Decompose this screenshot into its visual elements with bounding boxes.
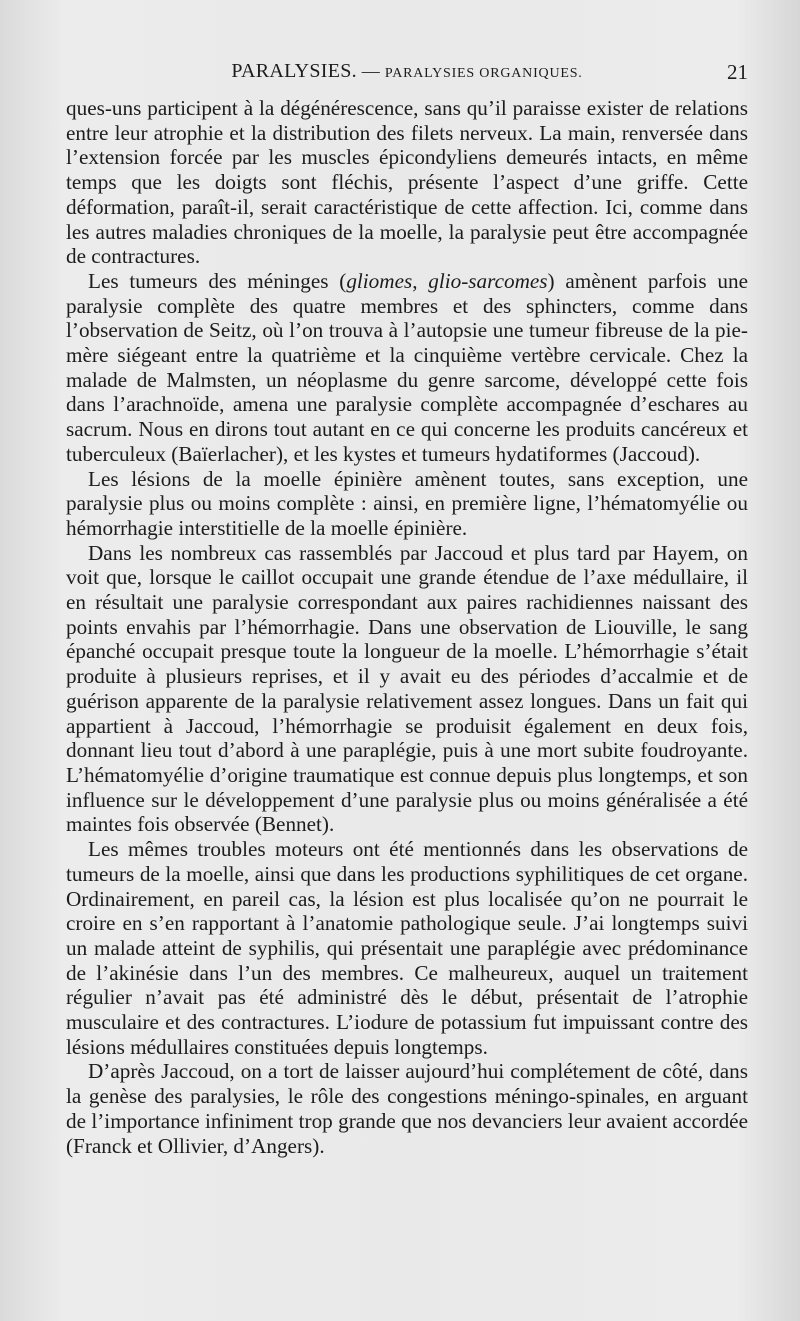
paragraph-text: D’après Jaccoud, on a tort de laisser aujourd’hui complétement de côté, dans la genèse des paralysies, le rôle des congestions méningo-spinales, en arguant de l’importance infiniment trop grande que nos devanciers leur avaient accordée (Franck et Ollivier, d’Angers).	[66, 1059, 748, 1158]
paragraph	[66, 96, 748, 269]
paragraph-text: Les mêmes troubles moteurs ont été mentionnés dans les observations de tumeurs de la moelle, ainsi que dans les productions syphilitiques de cet organe. Ordinairement, en pareil cas, la lésion est plus localisée qu’on ne pourrait le croire en s’en rapportant à l’anatomie pathologique seule. J’ai longtemps suivi un malade atteint de syphilis, qui présentait une paraplégie avec prédominance de l’akinésie dans l’un des membres. Ce malheureux, auquel un traitement régulier n’avait pas été administré dès le début, présentait de l’atrophie musculaire et des contractures. L’iodure de potassium fut impuissant contre des lésions médullaires constituées depuis longtemps.	[66, 837, 748, 1059]
body-text	[66, 96, 748, 1158]
paragraph-text: ques-uns participent à la dégénérescence, sans qu’il paraisse exister de relations entre leur atrophie et la distribution des filets nerveux. La main, renversée dans l’extension forcée par les muscles épicondyliens demeurés intacts, en même temps que les doigts sont fléchis, présente l’aspect d’une griffe. Cette déformation, paraît-il, serait caractéristique de cette affection. Ici, comme dans les autres maladies chroniques de la moelle, la paralysie peut être accompagnée de contractures.	[66, 96, 748, 269]
paragraph-text: ,	[412, 268, 429, 293]
italic-term: glio-sarcomes	[428, 268, 548, 293]
running-title: PARALYSIES.	[231, 60, 357, 82]
paragraph-text: Les tumeurs des méninges (	[88, 268, 347, 293]
header-separator: —	[356, 61, 385, 81]
italic-term: gliomes	[346, 268, 413, 293]
running-subtitle: PARALYSIES ORGANIQUES.	[384, 66, 583, 81]
running-header	[66, 60, 748, 90]
paragraph	[66, 269, 748, 467]
page-number: 21	[727, 60, 748, 84]
paragraph	[66, 837, 748, 1059]
paragraph-text: Les lésions de la moelle épinière amènent toutes, sans exception, une paralysie plus ou moins complète : ainsi, en première ligne, l’hématomyélie ou hémorrhagie interstitielle de la moelle épinière.	[66, 466, 748, 540]
paragraph	[66, 467, 748, 541]
paragraph-text: Dans les nombreux cas rassemblés par Jaccoud et plus tard par Hayem, on voit que, lorsque le caillot occupait une grande étendue de l’axe médullaire, il en résultait une paralysie correspondant aux paires rachidiennes naissant des points envahis par l’hémorrhagie. Dans une observation de Liouville, le sang épanché occupait presque toute la longueur de la moelle. L’hémorrhagie s’était produite à plusieurs reprises, et il y avait eu des périodes d’accalmie et de guérison apparente de la paralysie relativement assez longues. Dans un fait qui appartient à Jaccoud, l’hémorrhagie se produisit également en deux fois, donnant lieu tout d’abord à une paraplégie, puis à une mort subite foudroyante. L’hématomyélie d’origine traumatique est connue depuis plus longtemps, et son influence sur le développement d’une paralysie plus ou moins généralisée a été maintes fois observée (Bennet).	[66, 540, 748, 837]
paragraph	[66, 541, 748, 837]
paragraph	[66, 1059, 748, 1158]
running-head	[66, 60, 748, 83]
paragraph-text: ) amènent parfois une paralysie complète des quatre membres et des sphincters, comme dans l’observation de Seitz, où l’on trouva à l’autopsie une tumeur fibreuse de la pie-mère siégeant entre la quatrième et la cinquième vertèbre cervicale. Chez la malade de Malmsten, un néoplasme du genre sarcome, développé cette fois dans l’arachnoïde, amena une paralysie complète accompagnée d’eschares au sacrum. Nous en dirons tout autant en ce qui concerne les produits cancéreux et tuberculeux (Baïerlacher), et les kystes et tumeurs hydatiformes (Jaccoud).	[66, 268, 749, 466]
